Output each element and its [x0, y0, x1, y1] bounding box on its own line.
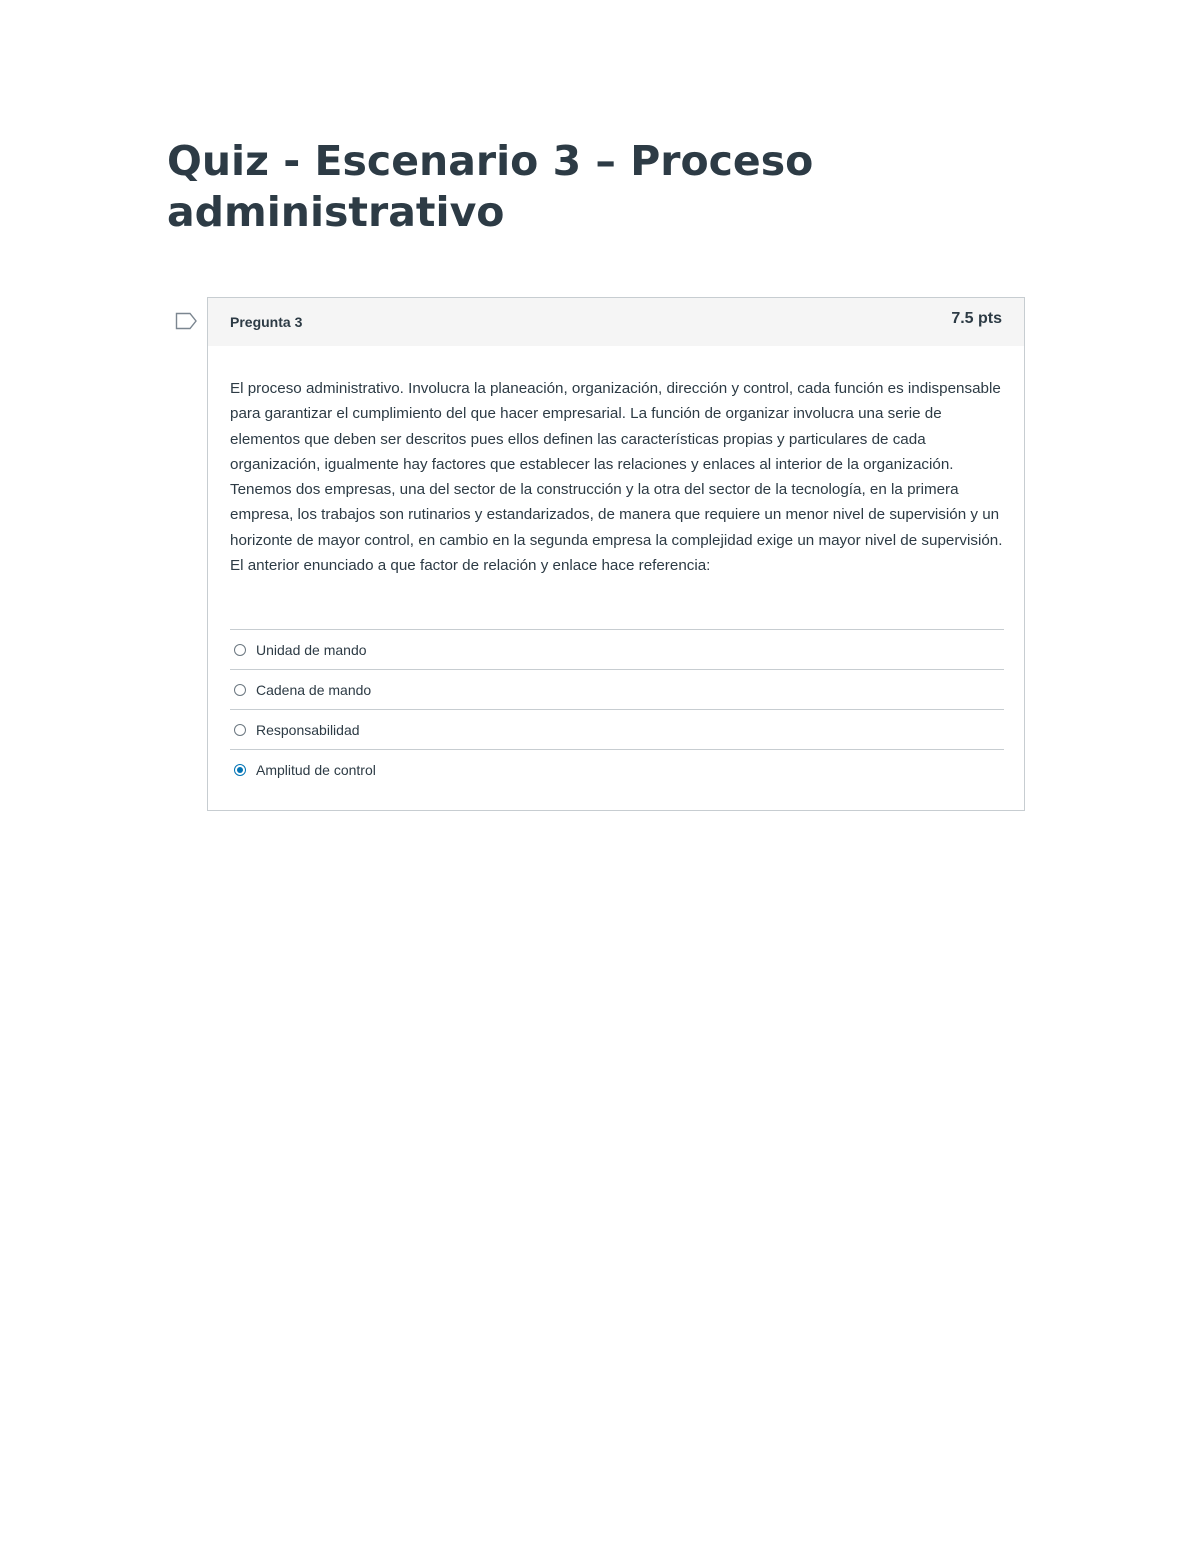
answer-label[interactable]: Unidad de mando — [256, 641, 367, 658]
page-title: Quiz - Escenario 3 – Proceso administrativo — [167, 137, 814, 236]
answer-option-cadena-de-mando[interactable] — [230, 670, 1004, 710]
answer-option-responsabilidad[interactable] — [230, 710, 1004, 750]
radio-button[interactable] — [234, 724, 246, 736]
question-card — [207, 297, 1025, 811]
radio-button-selected[interactable] — [234, 764, 246, 776]
radio-button[interactable] — [234, 684, 246, 696]
answer-label[interactable]: Cadena de mando — [256, 681, 372, 698]
answer-label[interactable]: Responsabilidad — [256, 721, 360, 738]
answer-option-unidad-de-mando[interactable] — [230, 630, 1004, 670]
answer-list — [230, 629, 1004, 789]
question-text: El proceso administrativo. Involucra la planeación, organización, dirección y control, cada función es indispensable para garantizar el cumplimiento del que hacer empresarial. La función de organizar involucra una serie de elementos que deben ser descritos pues ellos definen las características propias y particulares de cada organización, igualmente hay factores que establecer las relaciones y enlaces al interior de la organización. Tenemos dos empresas, una del sector de la construcción y la otra del sector de la tecnología, en la primera empresa, los trabajos son rutinarios y estandarizados, de manera que requiere un menor nivel de supervisión y un horizonte de mayor control, en cambio en la segunda empresa la complejidad exige un mayor nivel de supervisión. El anterior enunciado a que factor de relación y enlace hace referencia: — [230, 380, 1003, 575]
question-header — [208, 298, 1024, 346]
radio-button[interactable] — [234, 644, 246, 656]
flag-question-icon[interactable] — [175, 312, 199, 330]
question-points: 7.5 pts — [951, 310, 1002, 327]
question-name: Pregunta 3 — [230, 314, 303, 330]
answer-label[interactable]: Amplitud de control — [256, 761, 376, 778]
answer-option-amplitud-de-control[interactable] — [230, 750, 1004, 789]
